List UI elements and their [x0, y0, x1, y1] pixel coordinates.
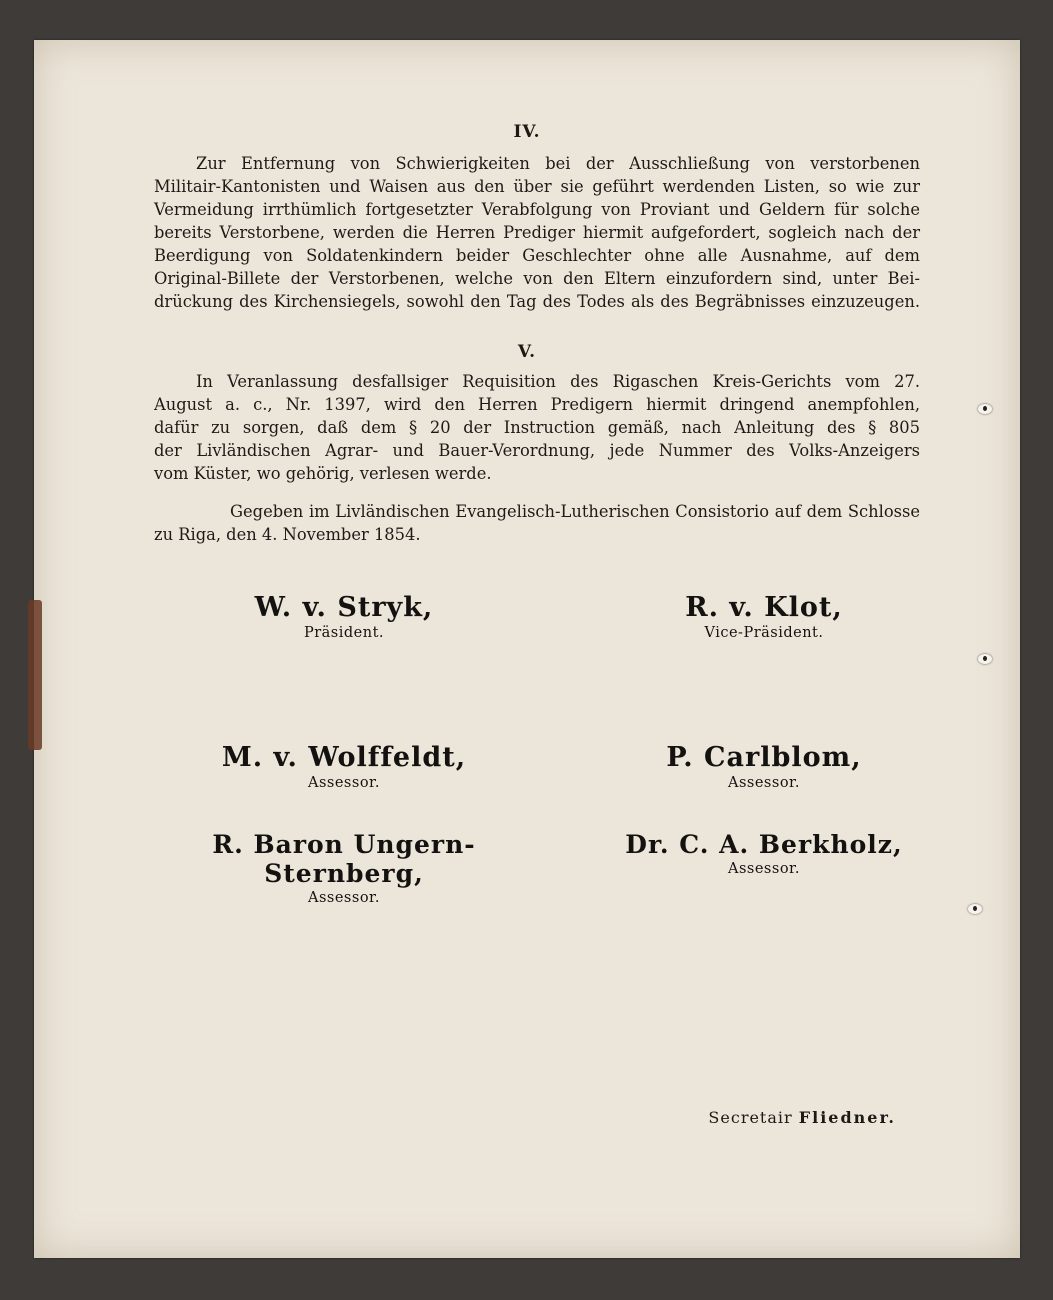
section-iv-line: Zur Entfernung von Schwierigkeiten bei der Ausschließung von verstorbenen [196, 154, 920, 173]
signature-assessor-wolffeldt [184, 742, 504, 791]
document-page [34, 40, 1020, 1258]
signature-title: Assessor. [728, 861, 800, 877]
signature-name: M. v. Wolffeldt, [221, 742, 467, 773]
signature-name: W. v. Stryk, [254, 592, 434, 623]
secretary-label: Secretair [708, 1108, 793, 1127]
section-v-line: vom Küster, wo gehörig, verlesen werde. [154, 464, 492, 483]
section-iv-line: Beerdigung von Soldatenkindern beider Geschlechter ohne alle Ausnahme, auf dem [154, 246, 920, 265]
section-v-line: In Veranlassung desfallsiger Requisition des Rigaschen Kreis-Gerichts vom 27. [196, 372, 920, 391]
secretary-name: Fliedner. [798, 1108, 896, 1127]
section-iv-line: Vermeidung irrthümlich fortgesetzter Verabfolgung von Proviant und Geldern für solche [154, 200, 920, 219]
section-v-line: August a. c., Nr. 1397, wird den Herren Predigern hiermit dringend anempfohlen, [154, 395, 920, 414]
section-iv-line: Militair-Kantonisten und Waisen aus den über sie geführt werdenden Listen, so wie zur [154, 177, 920, 196]
signature-president [184, 592, 504, 641]
punch-hole-mark [968, 904, 982, 914]
signature-assessor-ungern-sternberg [154, 830, 534, 906]
signature-title: Assessor. [308, 775, 380, 791]
signature-name: R. v. Klot, [685, 592, 843, 623]
given-line: Gegeben im Livländischen Evangelisch-Lutherischen Consistorio auf dem Schlosse [230, 502, 920, 521]
section-iv-line: bereits Verstorbene, werden die Herren Prediger hiermit aufgefordert, sogleich nach der [154, 223, 920, 242]
signature-title: Assessor. [308, 890, 380, 906]
signature-assessor-berkholz [594, 830, 934, 877]
signature-name: R. Baron Ungern-Sternberg, [212, 830, 476, 888]
section-iv-line: drückung des Kirchensiegels, sowohl den Tag des Todes als des Begräbnisses einzuzeugen. [154, 292, 920, 311]
punch-hole-mark [978, 654, 992, 664]
section-iv-heading: IV. [513, 122, 541, 142]
section-iv-line: Original-Billete der Verstorbenen, welche von den Eltern einzufordern sind, unter Bei- [154, 269, 920, 288]
secretary-line [708, 1108, 896, 1127]
signature-title: Präsident. [303, 625, 385, 641]
section-v-line: dafür zu sorgen, daß dem § 20 der Instruction gemäß, nach Anleitung des § 805 [154, 418, 920, 437]
section-iv-paragraph [154, 152, 920, 313]
given-line: zu Riga, den 4. November 1854. [154, 525, 421, 544]
signature-title: Assessor. [728, 775, 800, 791]
signature-vice-president [614, 592, 914, 641]
signature-title: Vice-Präsident. [704, 625, 824, 641]
signature-name: P. Carlblom, [666, 742, 862, 773]
section-v-line: der Livländischen Agrar- und Bauer-Verordnung, jede Nummer des Volks-Anzeigers [154, 441, 920, 460]
section-v-paragraph [154, 370, 920, 485]
signature-name: Dr. C. A. Berkholz, [625, 830, 903, 859]
given-paragraph [154, 500, 920, 546]
section-v-heading: V. [517, 342, 537, 362]
punch-hole-mark [978, 404, 992, 414]
signature-assessor-carlblom [614, 742, 914, 791]
